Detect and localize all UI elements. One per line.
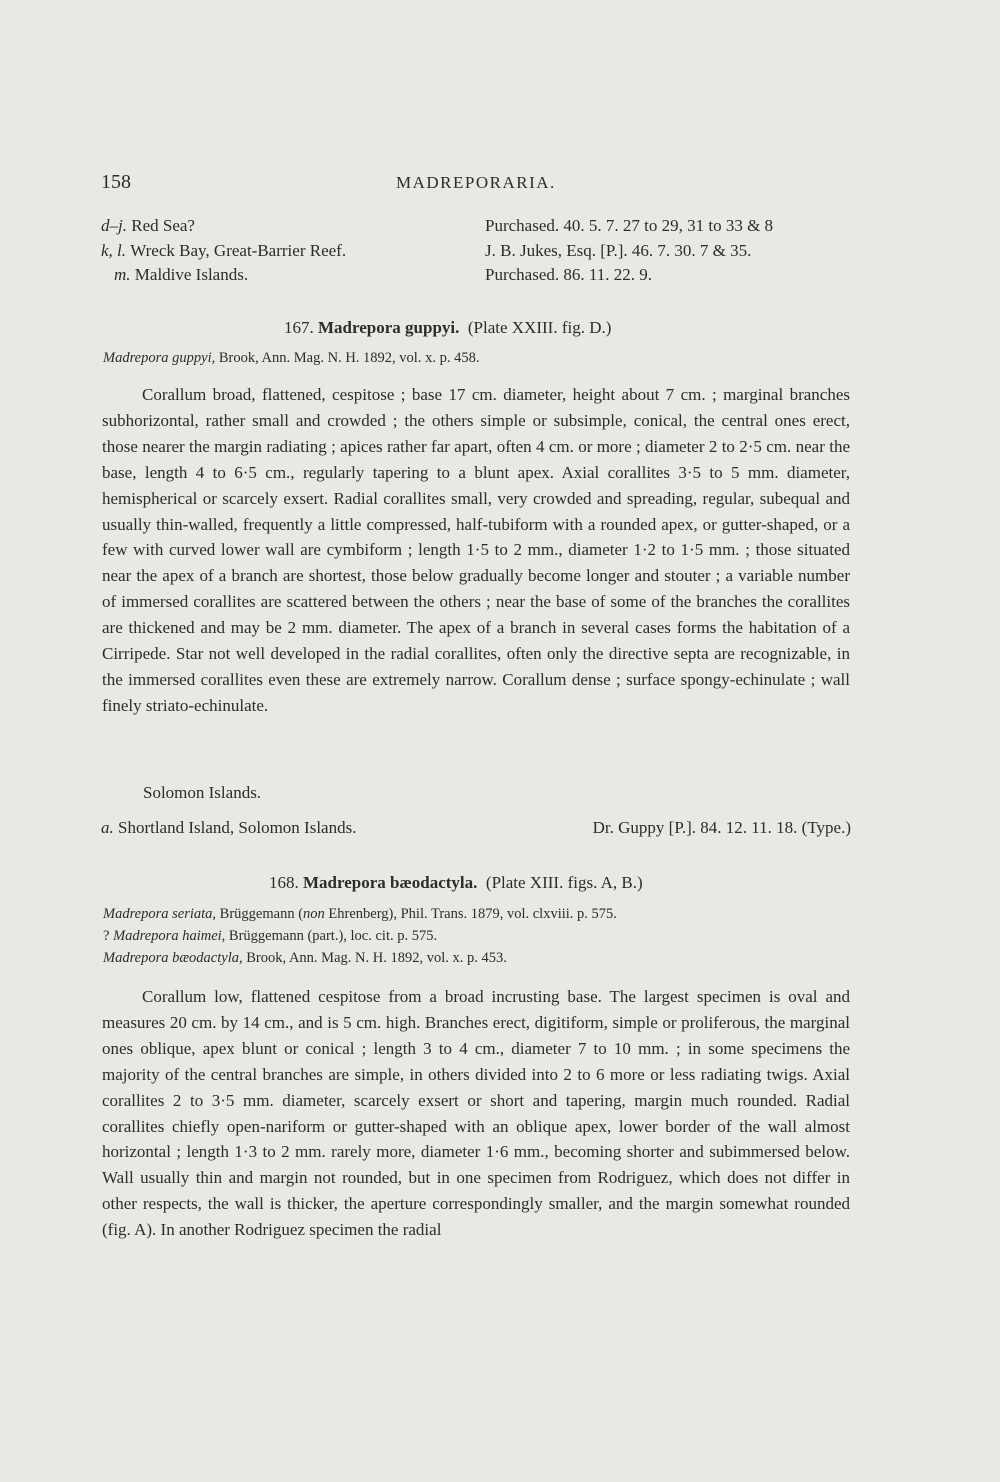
synonym-name: Madrepora bæodactyla,: [103, 950, 243, 966]
species-number: 168.: [269, 873, 299, 892]
synonym-reference: Brüggemann (: [216, 906, 304, 922]
specimen-source: Dr. Guppy [P.]. 84. 12. 11. 18. (Type.): [592, 818, 851, 837]
specimen-entry: [101, 818, 356, 838]
synonym-reference: Ehrenberg), Phil. Trans. 1879, vol. clxviii. p. 575.: [324, 906, 617, 922]
running-title: MADREPORARIA.: [396, 173, 556, 192]
synonym-reference: Brook, Ann. Mag. N. H. 1892, vol. x. p. 453.: [242, 950, 507, 966]
species-name: Madrepora guppyi.: [318, 318, 460, 337]
synonymy-entry: [103, 928, 437, 945]
specimen-locality: Maldive Islands.: [134, 265, 249, 284]
species-heading: [284, 318, 611, 338]
specimen-source: Purchased. 40. 5. 7. 27 to 29, 31 to 33 & 8: [485, 216, 774, 235]
synonym-name: Madrepora seriata,: [103, 906, 217, 922]
specimen-entry: [101, 241, 346, 261]
specimen-row: [101, 216, 851, 242]
synonymy-entry: [103, 350, 479, 367]
specimen-label: k, l.: [101, 241, 127, 260]
specimen-source: J. B. Jukes, Esq. [P.]. 46. 7. 30. 7 & 35.: [485, 241, 752, 260]
synonym-reference: non: [303, 906, 325, 922]
synonym-reference: Brüggemann (part.), loc. cit. p. 575.: [225, 928, 438, 944]
specimen-entry: [114, 265, 248, 285]
synonymy-entry: [103, 950, 507, 967]
specimen-source: Purchased. 86. 11. 22. 9.: [485, 265, 652, 284]
species-name: Madrepora bæodactyla.: [303, 873, 478, 892]
specimen-row: [101, 241, 851, 267]
specimen-label: a.: [101, 818, 114, 837]
page-number: 158: [101, 171, 131, 193]
specimen-locality: Red Sea?: [131, 216, 195, 235]
specimen-label: d–j.: [101, 216, 127, 235]
species-number: 167.: [284, 318, 314, 337]
specimen-row: [101, 818, 851, 844]
species-description: Corallum low, flattened cespitose from a broad incrusting base. The largest specimen is oval and measures 20 cm. by 14 cm., and is 5 cm. high. Branches erect, digitiform, simple or proliferous, the marginal ones oblique, apex blunt or conical ; length 3 to 4 cm., diameter 7 to 10 mm. ; in some specimens the majority of the central branches are simple, in others divided into 2 to 6 more or less radiating twigs. Axial corallites 2 to 3·5 mm. diameter, scarcely exsert or short and tapering, margin much rounded. Radial corallites chiefly open-nariform or gutter-shaped with an oblique apex, lower border of the wall almost horizontal ; length 1·3 to 2 mm. rarely more, diameter 1·6 mm., becoming shorter and subimmersed below. Wall usually thin and margin not rounded, but in one specimen from Rodriguez, which does not differ in other respects, the wall is thicker, the aperture correspondingly smaller, and the margin somewhat rounded (fig. A). In another Rodriguez specimen the radial: [102, 987, 850, 1240]
synonym-name: Madrepora haimei,: [113, 928, 226, 944]
specimen-label: m.: [114, 265, 131, 284]
plate-reference: (Plate XXIII. fig. D.): [467, 318, 612, 337]
species-heading: [269, 873, 643, 893]
synonym-reference: Brook, Ann. Mag. N. H. 1892, vol. x. p. 458.: [215, 350, 480, 366]
specimen-entry: [101, 216, 195, 236]
species-description: Corallum broad, flattened, cespitose ; base 17 cm. diameter, height about 7 cm. ; marginal branches subhorizontal, rather small and crowded ; the others simple or subsimple, conical, the central ones erect, those nearer the margin radiating ; apices rather far apart, often 4 cm. or more ; diameter 2 to 2·5 cm. near the base, length 4 to 6·5 cm., regularly tapering to a blunt apex. Axial corallites 3·5 to 5 mm. diameter, hemispherical or scarcely exsert. Radial corallites small, very crowded and spreading, regular, subequal and usually thin-walled, frequently a little compressed, half-tubiform with a rounded apex, or gutter-shaped, or a few with curved lower wall are cymbiform ; length 1·5 to 2 mm., diameter 1·2 to 1·5 mm. ; those situated near the apex of a branch are shortest, those below gradually become longer and stouter ; a variable number of immersed corallites are scattered between the others ; near the base of some of the branches the corallites are thickened and may be 2 mm. diameter. The apex of a branch in several cases forms the habitation of a Cirripede. Star not well developed in the radial corallites, often only the directive septa are recognizable, in the immersed corallites even these are extremely narrow. Corallum dense ; surface spongy-echinulate ; wall finely striato-echinulate.: [102, 385, 850, 715]
distribution: Solomon Islands.: [143, 783, 262, 802]
specimen-locality: Wreck Bay, Great-Barrier Reef.: [130, 241, 347, 260]
specimen-row: [101, 265, 851, 291]
synonym-prefix: ?: [103, 928, 114, 944]
synonym-name: Madrepora guppyi,: [103, 350, 216, 366]
specimen-locality: Shortland Island, Solomon Islands.: [118, 818, 357, 837]
plate-reference: (Plate XIII. figs. A, B.): [485, 873, 643, 892]
synonymy-entry: [103, 906, 617, 923]
